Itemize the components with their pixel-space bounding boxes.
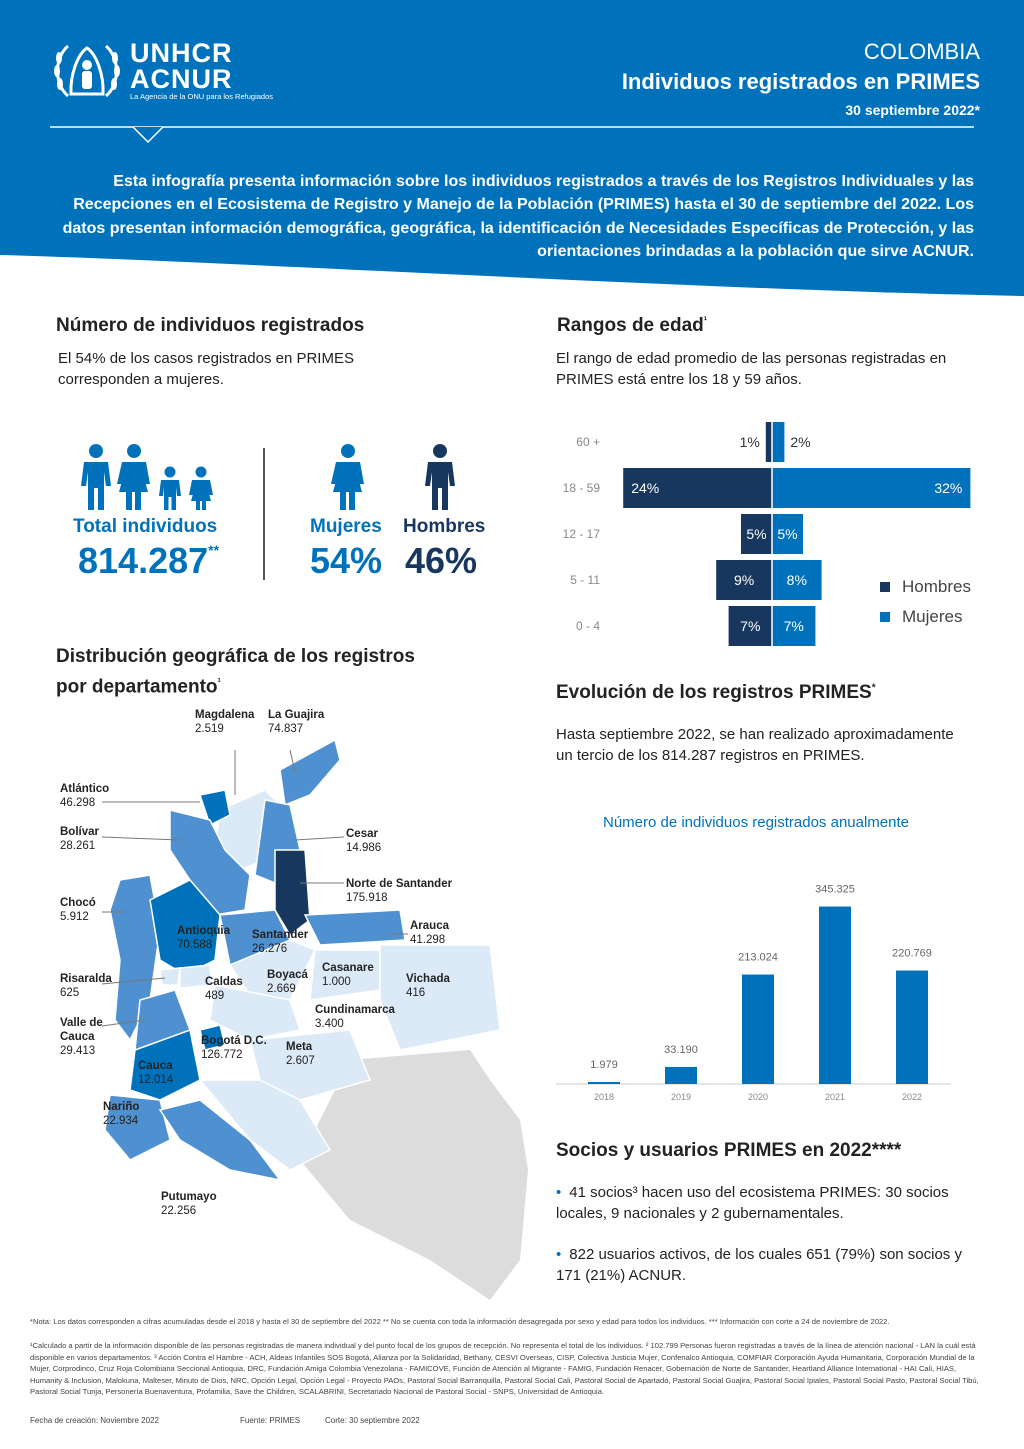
evolution-bar-value: 345.325: [815, 883, 855, 896]
map-department-name: Cauca: [60, 1031, 95, 1043]
map-department-value: 1.000: [322, 976, 351, 988]
legend-label-mujeres: Mujeres: [902, 607, 963, 626]
geo-title: [56, 644, 415, 700]
annual-registrations-chart: [556, 860, 956, 1110]
map-department-value: 5.912: [60, 911, 89, 923]
men-value: 46%: [405, 540, 478, 581]
total-value: [78, 540, 219, 582]
map-department-value: 22.934: [103, 1115, 139, 1127]
evolution-bar-value: 1.979: [590, 1059, 618, 1071]
evolution-title-text: Evolución de los registros PRIMES: [556, 682, 872, 703]
evolution-year-label: 2022: [901, 1092, 923, 1102]
map-department-name: Cesar: [346, 828, 378, 840]
map-leader-line: [102, 837, 180, 840]
total-number: 814.287: [78, 540, 209, 581]
map-department-name: Antioquia: [177, 925, 231, 937]
unhcr-logo: [50, 36, 330, 106]
map-department-name: Boyacá: [267, 969, 308, 981]
legend-swatch-hombres: [880, 582, 890, 592]
map-department-value: 26.276: [252, 943, 288, 955]
data-source: Fuente: PRIMES: [240, 1416, 301, 1425]
map-department-name: Norte de Santander: [346, 878, 453, 890]
map-region-casanare: [310, 950, 380, 1000]
logo-unhcr: UNHCR: [130, 38, 233, 68]
map-department-value: 12.014: [138, 1074, 174, 1086]
map-department-name: Bolívar: [60, 826, 99, 838]
map-department-name: Cundinamarca: [315, 1004, 395, 1016]
age-title-text: Rangos de edad: [557, 315, 704, 336]
map-department-name: Casanare: [322, 962, 374, 974]
evolution-bar: [742, 975, 774, 1084]
map-department-value: 489: [205, 990, 225, 1002]
report-date: 30 septiembre 2022*: [845, 102, 980, 118]
men-label: Hombres: [403, 516, 486, 537]
map-region-la-guajira: [280, 740, 340, 805]
partners-bullet-2: [556, 1244, 966, 1286]
footnote-2: ¹Calculado a partir de la información disponible de las personas registradas de manera individual y del punto focal de los grupos de recepción. No representa el total de los individuos. ² 102.799 Personas fueron registradas a través de la línea de atención nacional - LAN la cuál está disponible en varios departamentos. ³ Acción Contra el Hambre - ACH, Aldeas Infantiles SOS Bogotá, Alianza por la Solidaridad, Bethany, CESVI Overseas, CISP, Colectiva Justicia Mujer, Confenalco Antioquia, COMFIAR Corporación Ayuda Humanitaria, Corporación Mundial de la Mujer, Corprodinco, Cruz Roja Colombiana Seccional Antioquia, DRC, Fundación Amiga Colombia Venezolana - FAMICOVE, Función de Atención al Migrante - FAMIG, Fundación Renacer, Gobernación de Norte de Santander, Heartland Alliance International - HAI Cali, HIAS, Humanity & Inclusion, Malokuna, Malteser, Minuto de Dios, NRC, Opción Legal, Opción Legal - Proyecto PAOs, Pastoral Social Barranquilla, Pastoral Social Cali, Pastoral Social de Apartadó, Pastoral Social Guajira, Pastoral Social Ipiales, Pastoral Social Pasto, Pastoral Social Tibú, Pastoral Social Tunja, Personería Buenaventura, Profamilia, Save the Children, SCALABRINI, Secretariado Nacional de Pastoral Social - SNPS, Universidad de Antioquia.: [30, 1341, 979, 1396]
pyramid-value-mujeres: 2%: [790, 434, 811, 450]
evolution-title-sup: *: [871, 682, 876, 694]
colombia-map: [50, 700, 530, 1310]
age-title-sup: ¹: [703, 315, 708, 327]
map-department-name: Vichada: [406, 973, 450, 985]
bullet-icon: •: [556, 1184, 562, 1201]
pyramid-value-hombres: 1%: [739, 434, 760, 450]
map-leader-line: [295, 837, 344, 840]
pyramid-value-mujeres: 7%: [783, 618, 804, 634]
evolution-bar-value: 213.024: [738, 951, 778, 964]
map-region-vichada: [380, 945, 500, 1050]
header-titles: [622, 38, 980, 122]
map-department-name: Putumayo: [161, 1191, 217, 1203]
map-department-name: Caldas: [205, 976, 243, 988]
map-region-arauca: [305, 910, 405, 945]
evolution-bar-value: 33.190: [664, 1043, 698, 1056]
logo-acnur: ACNUR: [130, 64, 233, 94]
pyramid-category-label: 18 - 59: [562, 481, 600, 495]
evolution-bar: [819, 907, 851, 1084]
age-text: El rango de edad promedio de las personas registradas en PRIMES está entre los 18 y 59 años.: [556, 350, 947, 388]
geo-title-line1: Distribución geográfica de los registros: [56, 646, 415, 667]
map-department-name: Risaralda: [60, 973, 112, 985]
map-department-value: 2.519: [195, 723, 224, 735]
kpi-divider: [263, 448, 265, 580]
pyramid-category-label: 0 - 4: [575, 619, 600, 633]
map-department-value: 2.607: [286, 1055, 315, 1067]
registered-title: Número de individuos registrados: [56, 315, 365, 336]
laurel-emblem-icon: [50, 36, 124, 106]
intro-text: Esta infografía presenta información sobre los individuos registrados a través de los Registros Individuales y las Recepciones en el Ecosistema de Registro y Manejo de la Población (PRIMES) hasta el 30 de septiembre del 2022. Los datos presentan información demográfica, geográfica, la identificación de Necesidades Específicas de Protección, y las orientaciones brindadas a la población que sirve ACNUR.: [62, 173, 974, 260]
women-label: Mujeres: [310, 516, 382, 537]
map-region-risaralda: [160, 968, 180, 985]
map-department-value: 416: [406, 987, 426, 999]
pyramid-category-label: 12 - 17: [562, 527, 600, 541]
pyramid-value-mujeres: 8%: [786, 572, 807, 588]
total-label: Total individuos: [73, 516, 218, 537]
geo-title-line2: por departamento: [56, 676, 218, 698]
map-department-value: 175.918: [346, 892, 388, 904]
age-pyramid-chart: [550, 410, 990, 650]
evolution-bar-value: 220.769: [892, 947, 932, 960]
partners-bullet-2-text: 822 usuarios activos, de los cuales 651 (79%) son socios y 171 (21%) ACNUR.: [556, 1246, 962, 1284]
bullet-icon: •: [556, 1246, 562, 1263]
pyramid-category-label: 60 +: [576, 435, 600, 449]
map-department-value: 625: [60, 987, 80, 999]
evolution-text: Hasta septiembre 2022, se han realizado aproximadamente un tercio de los 814.287 registros en PRIMES.: [556, 726, 954, 764]
evolution-chart-title: Número de individuos registrados anualmente: [602, 814, 909, 831]
map-department-name: Valle de: [60, 1017, 103, 1029]
map-department-name: Arauca: [410, 920, 449, 932]
footnote-1: *Nota: Los datos corresponden a cifras acumuladas desde el 2018 y hasta el 30 de septiembre del 2022 ** No se cuenta con toda la información desagregada por sexo y edad para todos los individuos. *** Información con corte a 24 de noviembre de 2022.: [30, 1317, 890, 1326]
country-name: COLOMBIA: [863, 39, 980, 64]
map-department-name: Nariño: [103, 1101, 140, 1113]
evolution-year-label: 2021: [824, 1092, 846, 1102]
evolution-title: [556, 682, 876, 704]
evolution-year-label: 2020: [747, 1092, 769, 1102]
map-department-value: 28.261: [60, 840, 96, 852]
people-family-icon: [76, 442, 216, 512]
pyramid-value-hombres: 5%: [746, 526, 767, 542]
legend-swatch-mujeres: [880, 612, 890, 622]
evolution-year-label: 2019: [670, 1092, 692, 1102]
data-cutoff: Corte: 30 septiembre 2022: [325, 1416, 420, 1425]
map-department-value: 70.588: [177, 939, 213, 951]
legend-label-hombres: Hombres: [902, 577, 971, 596]
geo-title-sup: ¹: [217, 677, 221, 688]
partners-bullet-1: [556, 1182, 966, 1224]
man-icon: [420, 442, 460, 512]
partners-bullet-1-text: 41 socios³ hacen uso del ecosistema PRIMES: 30 socios locales, 9 nacionales y 2 gubernamentales.: [556, 1184, 949, 1222]
pyramid-value-hombres: 7%: [740, 618, 761, 634]
total-footnote-mark: **: [208, 542, 220, 558]
age-title: [557, 315, 707, 337]
map-department-value: 41.298: [410, 934, 446, 946]
map-department-value: 3.400: [315, 1018, 344, 1030]
map-department-value: 126.772: [201, 1049, 243, 1061]
page-title: Individuos registrados en PRIMES: [621, 69, 980, 94]
pyramid-category-label: 5 - 11: [570, 573, 600, 587]
map-department-value: 74.837: [268, 723, 304, 735]
woman-icon: [328, 442, 368, 512]
evolution-bar: [665, 1067, 697, 1084]
map-department-value: 29.413: [60, 1045, 96, 1057]
women-value: 54%: [310, 540, 383, 581]
map-department-value: 22.256: [161, 1205, 197, 1217]
map-department-name: Bogotá D.C.: [201, 1035, 267, 1047]
evolution-bar: [896, 971, 928, 1084]
pyramid-value-mujeres: 32%: [934, 480, 963, 496]
pyramid-bar-mujeres: [772, 422, 784, 462]
map-department-name: Meta: [286, 1041, 313, 1053]
map-department-value: 46.298: [60, 797, 96, 809]
pyramid-value-hombres: 9%: [733, 572, 755, 588]
map-department-name: Magdalena: [195, 709, 255, 721]
map-department-name: La Guajira: [268, 709, 325, 721]
pyramid-value-mujeres: 5%: [777, 526, 798, 542]
pyramid-bar-hombres: [766, 422, 772, 462]
evolution-year-label: 2018: [593, 1092, 615, 1102]
map-department-name: Atlántico: [60, 783, 110, 795]
creation-date: Fecha de creación: Noviembre 2022: [30, 1416, 159, 1425]
partners-title: Socios y usuarios PRIMES en 2022****: [556, 1140, 902, 1161]
map-department-name: Cauca: [138, 1060, 173, 1072]
pyramid-value-hombres: 24%: [631, 480, 660, 496]
map-department-value: 14.986: [346, 842, 382, 854]
map-department-name: Chocó: [60, 897, 96, 909]
logo-tagline: La Agencia de la ONU para los Refugiados: [130, 92, 274, 101]
registered-text: El 54% de los casos registrados en PRIMES corresponden a mujeres.: [58, 350, 354, 388]
map-department-name: Santander: [252, 929, 309, 941]
map-department-value: 2.669: [267, 983, 296, 995]
evolution-bar: [588, 1082, 620, 1084]
